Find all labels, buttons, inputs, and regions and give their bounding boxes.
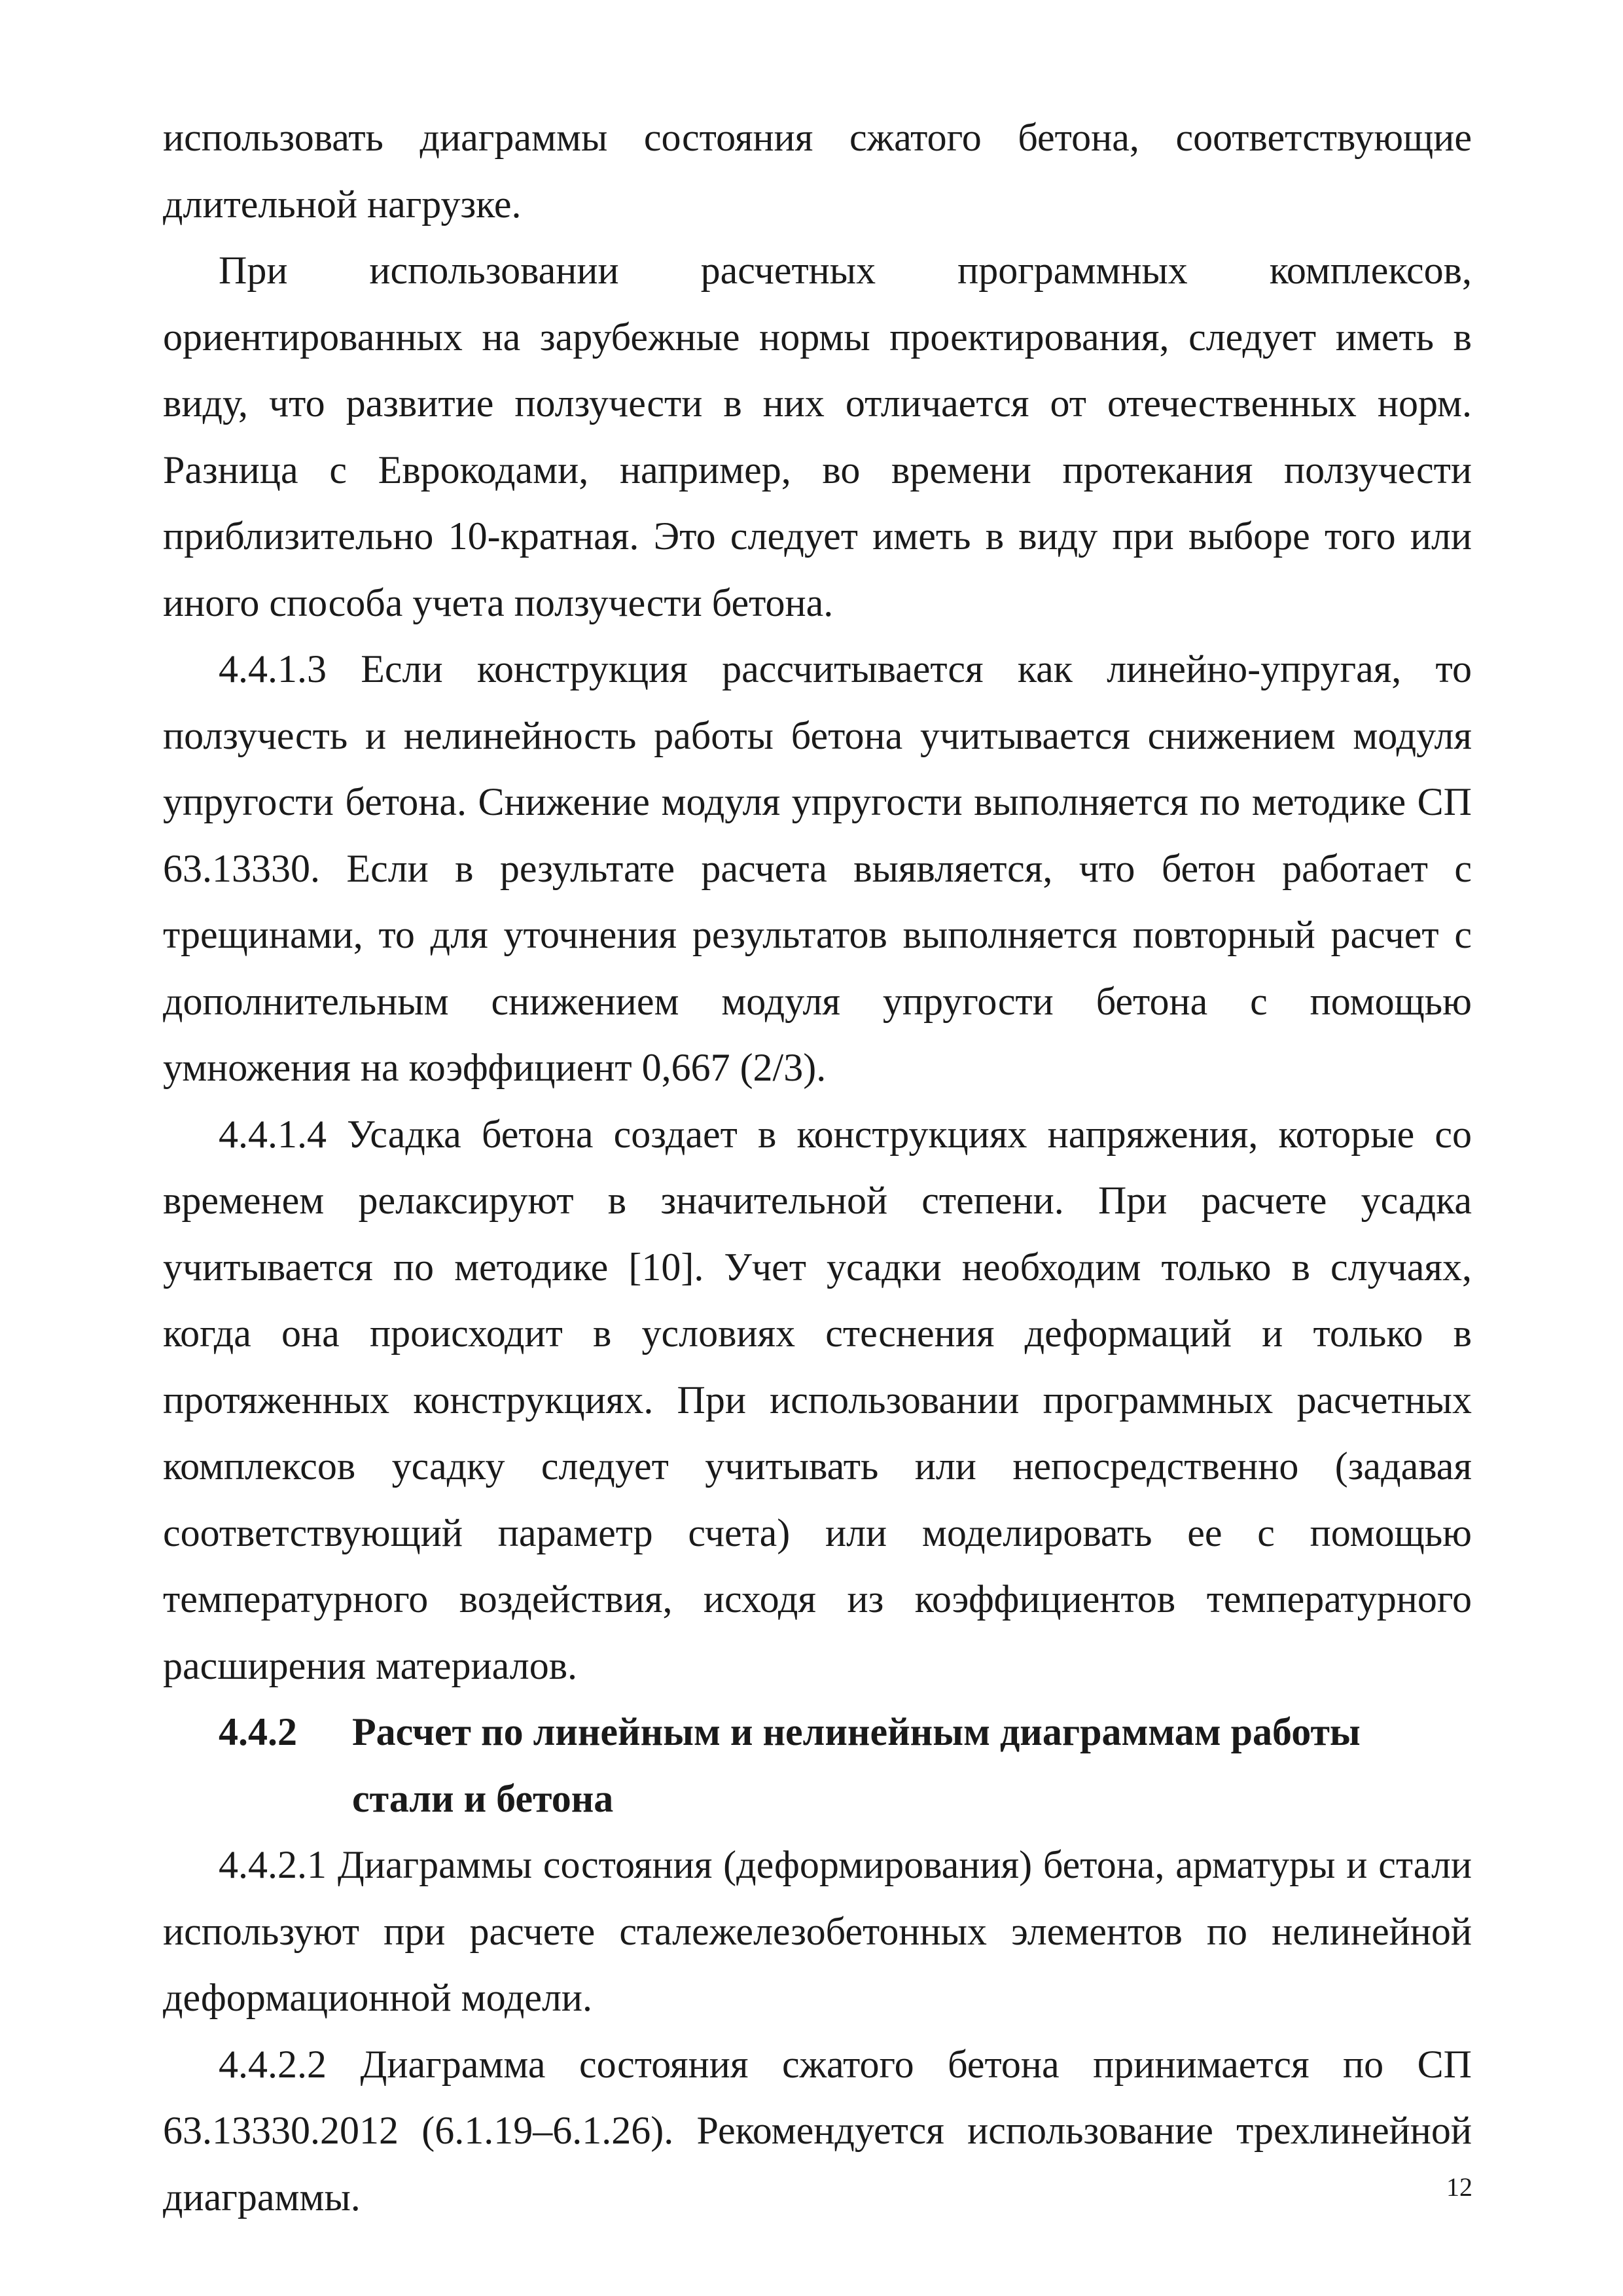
page-number: 12 — [1446, 2172, 1472, 2202]
paragraph-4-4-2-1: 4.4.2.1 Диаграммы состояния (деформирования) бетона, арматуры и стали используют при расчете сталежелезобетонных элементов по нелинейной деформационной модели. — [163, 1843, 1472, 2019]
paragraph-creep-foreign-codes: При использовании расчетных программных комплексов, ориентированных на зарубежные нормы проектирования, следует иметь в виду, что развитие ползучести в них отличается от отечественных норм. Разница с Еврокодами, например, во времени протекания ползучести приблизительно 10-кратная. Это следует иметь в виду при выборе того или иного способа учета ползучести бетона. — [163, 249, 1472, 624]
paragraph-4-4-1-3: 4.4.1.3 Если конструкция рассчитывается как линейно-упругая, то ползучесть и нелинейность работы бетона учитывается снижением модуля упругости бетона. Снижение модуля упругости выполняется по методике СП 63.13330. Если в результате расчета выявляется, что бетон работает с трещинами, то для уточнения результатов выполняется повторный расчет с дополнительным снижением модуля упругости бетона с помощью умножения на коэффициент 0,667 (2/3). — [163, 647, 1472, 1089]
paragraph-4-4-1-4: 4.4.1.4 Усадка бетона создает в конструкциях напряжения, которые со временем релаксируют в значительной степени. При расчете усадка учитывается по методике [10]. Учет усадки необходим только в случаях, когда она происходит в условиях стеснения деформаций и только в протяженных конструкциях. При использовании программных расчетных комплексов усадку следует учитывать или непосредственно (задавая соответствующий параметр счета) или моделировать ее с помощью температурного воздействия, исходя из коэффициентов температурного расширения материалов. — [163, 1112, 1472, 1687]
paragraph-continuation: использовать диаграммы состояния сжатого бетона, соответствующие длительной нагрузке. — [163, 116, 1472, 226]
paragraph-4-4-2-2: 4.4.2.2 Диаграмма состояния сжатого бетона принимается по СП 63.13330.2012 (6.1.19–6.1.26). Рекомендуется использование трехлинейной диаграммы. — [163, 2042, 1472, 2219]
section-heading-title: Расчет по линейным и нелинейным диаграммам работы стали и бетона — [352, 1710, 1361, 1820]
section-heading — [163, 1699, 1472, 1832]
body-text — [163, 105, 1472, 2231]
section-heading-number: 4.4.2 — [219, 1710, 297, 1753]
